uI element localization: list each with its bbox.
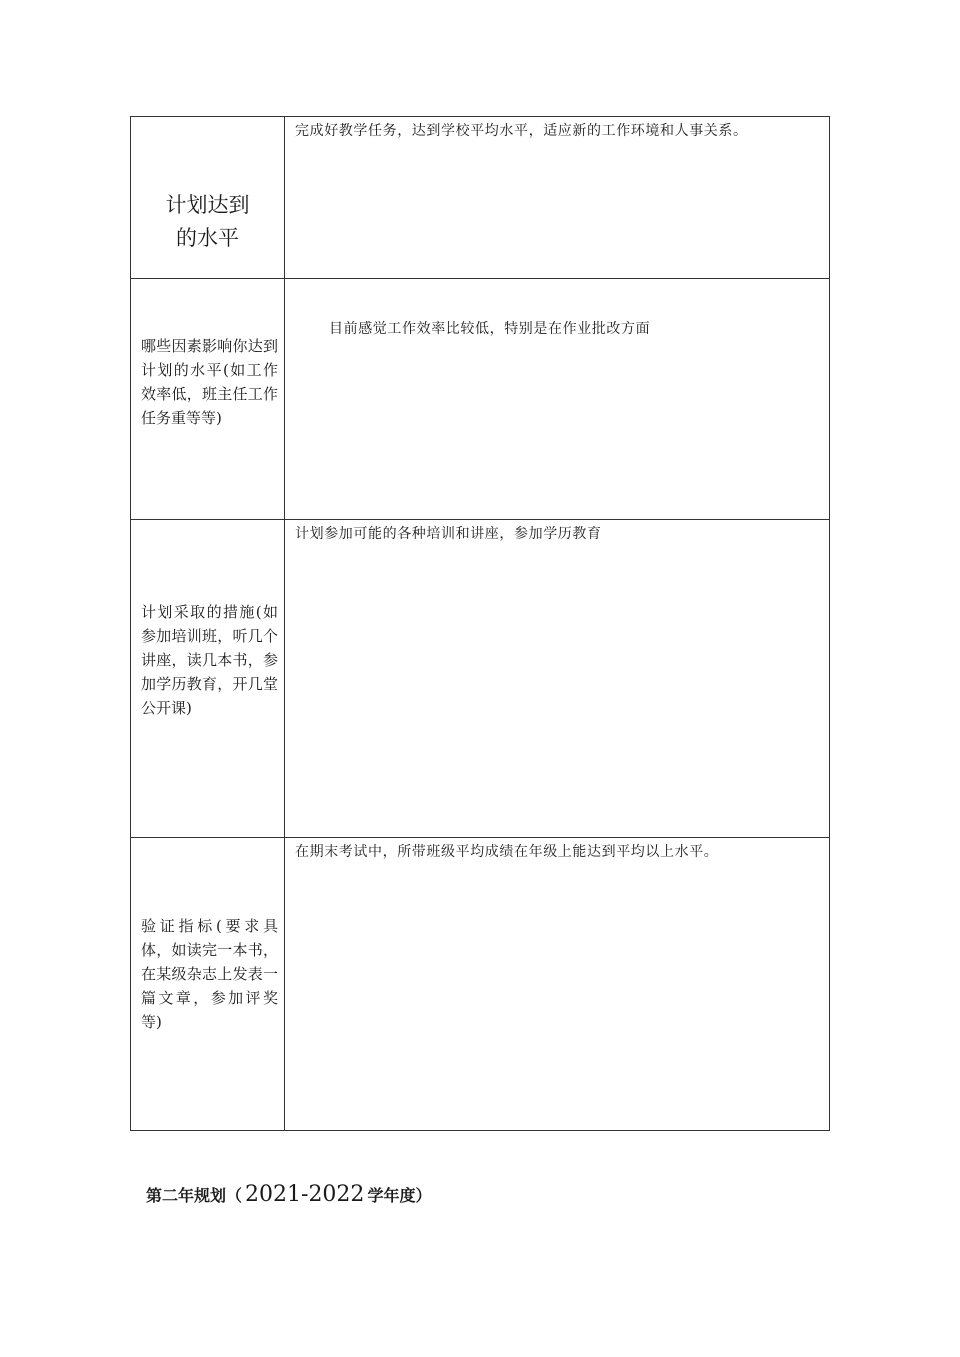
- row-content: 完成好教学任务，达到学校平均水平，适应新的工作环境和人事关系。: [295, 123, 748, 139]
- row-content-cell: [285, 838, 830, 1131]
- section-heading: [146, 1182, 431, 1207]
- row-label-cell: [131, 279, 285, 520]
- row-content: 在期末考试中，所带班级平均成绩在年级上能达到平均以上水平。: [295, 844, 719, 860]
- row-content: 计划参加可能的各种培训和讲座，参加学历教育: [295, 526, 602, 542]
- table-row: [131, 838, 830, 1131]
- heading-suffix: 学年度）: [367, 1186, 432, 1205]
- row-label: 计划达到的水平: [165, 193, 250, 250]
- row-content-cell: [285, 520, 830, 838]
- row-label: 计划采取的措施(如参加培训班，听几个讲座，读几本书，参加学历教育，开几堂公开课): [141, 603, 278, 717]
- heading-years: 2021-2022: [245, 1182, 365, 1207]
- row-content-cell: [285, 279, 830, 520]
- heading-prefix: 第二年规划（: [146, 1186, 243, 1205]
- row-content-cell: [285, 117, 830, 279]
- plan-table: [130, 116, 830, 1131]
- table-row: [131, 117, 830, 279]
- table-row: [131, 279, 830, 520]
- table-row: [131, 520, 830, 838]
- row-content: 目前感觉工作效率比较低，特别是在作业批改方面: [329, 321, 651, 337]
- row-label-cell: [131, 838, 285, 1131]
- row-label-cell: [131, 117, 285, 279]
- row-label: 哪些因素影响你达到计划的水平(如工作效率低，班主任工作任务重等等): [141, 337, 278, 427]
- row-label: 验证指标(要求具体，如读完一本书，在某级杂志上发表一篇文章，参加评奖等): [141, 917, 278, 1031]
- row-label-cell: [131, 520, 285, 838]
